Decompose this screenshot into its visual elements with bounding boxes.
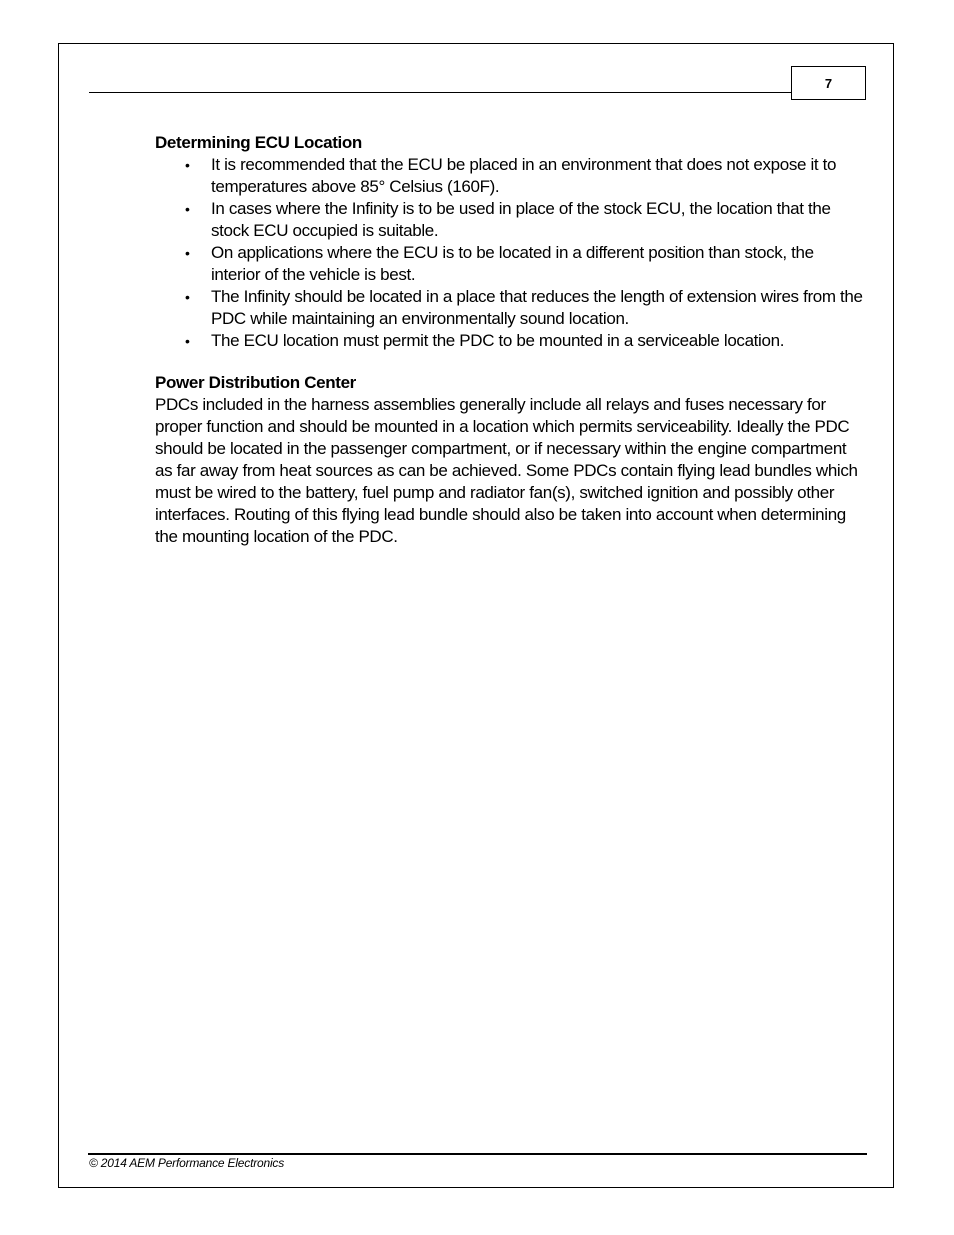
list-item: [155, 242, 865, 286]
footer-copyright: © 2014 AEM Performance Electronics: [89, 1156, 285, 1170]
section-spacer: [155, 352, 865, 372]
footer-rule: [88, 1153, 867, 1155]
page-content: [155, 132, 865, 548]
page-number: 7: [791, 66, 866, 100]
list-item-text: On applications where the ECU is to be located in a different position than stock, the interior of the vehicle is best.: [211, 243, 814, 284]
ecu-location-bullet-list: [155, 154, 865, 352]
list-item: [155, 286, 865, 330]
bullet-icon: •: [185, 157, 190, 173]
list-item: [155, 154, 865, 198]
list-item: [155, 198, 865, 242]
list-item-text: It is recommended that the ECU be placed in an environment that does not expose it to temperatures above 85° Celsius (160F).: [211, 155, 837, 196]
pdc-paragraph: PDCs included in the harness assemblies generally include all relays and fuses necessary for proper function and should be mounted in a location which permits serviceability. Ideally the PDC should be located in the passenger compartment, or if necessary within the engine compartment as far away from heat sources as can be achieved. Some PDCs contain flying lead bundles which must be wired to the battery, fuel pump and radiator fan(s), switched ignition and possibly other interfaces. Routing of this flying lead bundle should also be taken into account when determining the mounting location of the PDC.: [155, 395, 858, 546]
list-item-text: The ECU location must permit the PDC to be mounted in a serviceable location.: [211, 331, 785, 350]
section-heading-ecu-location: Determining ECU Location: [155, 133, 362, 152]
bullet-icon: •: [185, 201, 190, 217]
list-item-text: The Infinity should be located in a place that reduces the length of extension wires from the PDC while maintaining an environmentally sound location.: [211, 287, 863, 328]
list-item: [155, 330, 865, 352]
bullet-icon: •: [185, 333, 190, 349]
bullet-icon: •: [185, 289, 190, 305]
section-heading-power-distribution-center: Power Distribution Center: [155, 373, 356, 392]
header-rule: [89, 92, 792, 93]
bullet-icon: •: [185, 245, 190, 261]
list-item-text: In cases where the Infinity is to be used in place of the stock ECU, the location that the stock ECU occupied is suitable.: [211, 199, 831, 240]
